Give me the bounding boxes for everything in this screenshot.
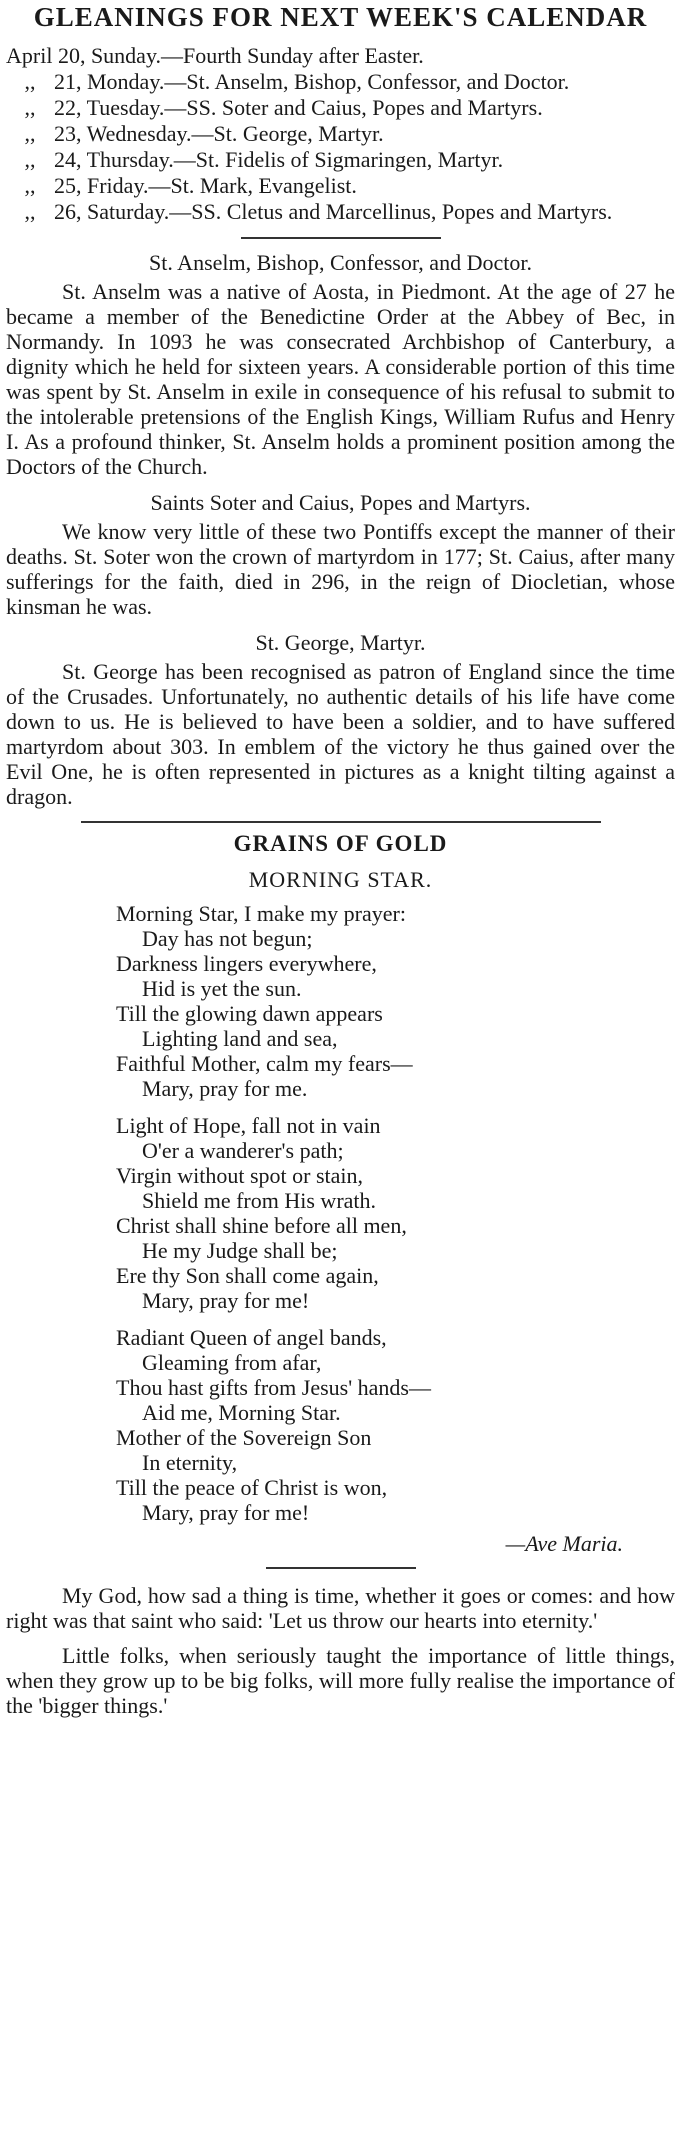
poem-line: Radiant Queen of angel bands, xyxy=(116,1325,387,1350)
ditto-mark: ,, xyxy=(24,173,36,198)
newspaper-column xyxy=(0,2,681,2147)
poem xyxy=(6,901,675,1525)
poem-line: He my Judge shall be; xyxy=(142,1238,338,1263)
ditto-mark: ,, xyxy=(24,199,36,224)
ditto-mark: ,, xyxy=(24,121,36,146)
closing-paragraph: My God, how sad a thing is time, whether it goes or comes: and how right was that saint who said: 'Let us throw our hearts into eternity.' xyxy=(6,1583,675,1633)
poem-line: Till the peace of Christ is won, xyxy=(116,1475,388,1500)
saint-title: St. Anselm, Bishop, Confessor, and Doctor. xyxy=(149,250,532,275)
ditto-mark: ,, xyxy=(24,69,36,94)
poem-line: Day has not begun; xyxy=(142,926,313,951)
saint-title: Saints Soter and Caius, Popes and Martyrs. xyxy=(150,490,531,515)
poem-title: MORNING STAR. xyxy=(248,867,433,892)
calendar-item-text: 25, Friday.—St. Mark, Evangelist. xyxy=(54,173,357,198)
poem-stanza xyxy=(116,901,675,1101)
calendar-item xyxy=(6,121,675,147)
grains-heading: GRAINS OF GOLD xyxy=(233,831,448,856)
poem-line: Gleaming from afar, xyxy=(142,1350,322,1375)
poem-line: Lighting land and sea, xyxy=(142,1026,338,1051)
poem-line: Mary, pray for me. xyxy=(142,1076,308,1101)
saint-paragraph: St. Anselm was a native of Aosta, in Piedmont. At the age of 27 he became a member of the Benedictine Order at the Abbey of Bec, in Normandy. In 1093 he was consecrated Archbishop of Canterbury, a dignity which he held for sixteen years. A considerable portion of this time was spent by St. Anselm in exile in consequence of his refusal to submit to the intolerable pretensions of the English Kings, William Rufus and Henry I. As a profound thinker, St. Anselm holds a prominent position among the Doctors of the Church. xyxy=(6,279,675,479)
calendar-item xyxy=(6,147,675,173)
calendar-heading: GLEANINGS FOR NEXT WEEK'S CALENDAR xyxy=(33,2,648,32)
calendar-item xyxy=(6,199,675,225)
ditto-mark: ,, xyxy=(24,95,36,120)
poem-stanza xyxy=(116,1113,675,1313)
poem-line: Darkness lingers everywhere, xyxy=(116,951,377,976)
calendar-item xyxy=(6,173,675,199)
calendar-item-text: 21, Monday.—St. Anselm, Bishop, Confessor, and Doctor. xyxy=(54,69,570,94)
poem-line: Light of Hope, fall not in vain xyxy=(116,1113,381,1138)
poem-line: O'er a wanderer's path; xyxy=(142,1138,344,1163)
closing-paragraph: Little folks, when seriously taught the importance of little things, when they grow up to be big folks, will more fully realise the importance of the 'bigger things.' xyxy=(6,1643,675,1718)
poem-line: Morning Star, I make my prayer: xyxy=(116,901,406,926)
poem-line: Till the glowing dawn appears xyxy=(116,1001,383,1026)
poem-line: Virgin without spot or stain, xyxy=(116,1163,363,1188)
poem-line: Shield me from His wrath. xyxy=(142,1188,377,1213)
poem-line: Aid me, Morning Star. xyxy=(142,1400,341,1425)
poem-line: Thou hast gifts from Jesus' hands— xyxy=(116,1375,431,1400)
saint-paragraph: We know very little of these two Pontiffs except the manner of their deaths. St. Soter won the crown of martyrdom in 177; St. Caius, after many sufferings for the faith, died in 296, in the reign of Diocletian, whose kinsman he was. xyxy=(6,519,675,619)
calendar-item-text: April 20, Sunday.—Fourth Sunday after Easter. xyxy=(6,43,424,68)
section-divider xyxy=(241,237,441,239)
calendar-item-text: 23, Wednesday.—St. George, Martyr. xyxy=(54,121,384,146)
calendar-item-text: 26, Saturday.—SS. Cletus and Marcellinus, Popes and Martyrs. xyxy=(54,199,613,224)
calendar-item-text: 24, Thursday.—St. Fidelis of Sigmaringen, Martyr. xyxy=(54,147,504,172)
poem-line: Christ shall shine before all men, xyxy=(116,1213,407,1238)
poem-attribution: —Ave Maria. xyxy=(505,1531,623,1556)
poem-line: Ere thy Son shall come again, xyxy=(116,1263,379,1288)
poem-line: Faithful Mother, calm my fears— xyxy=(116,1051,413,1076)
poem-line: Mother of the Sovereign Son xyxy=(116,1425,372,1450)
calendar-item-text: 22, Tuesday.—SS. Soter and Caius, Popes and Martyrs. xyxy=(54,95,543,120)
saint-paragraph: St. George has been recognised as patron of England since the time of the Crusades. Unfortunately, no authentic details of his life have come down to us. He is believed to have been a soldier, and to have suffered martyrdom about 303. In emblem of the victory he thus gained over the Evil One, he is often represented in pictures as a knight tilting against a dragon. xyxy=(6,659,675,809)
poem-line: Mary, pray for me! xyxy=(142,1288,310,1313)
poem-stanza xyxy=(116,1325,675,1525)
ditto-mark: ,, xyxy=(24,147,36,172)
poem-line: In eternity, xyxy=(142,1450,238,1475)
saint-title: St. George, Martyr. xyxy=(255,630,426,655)
poem-line: Mary, pray for me! xyxy=(142,1500,310,1525)
section-divider xyxy=(81,821,601,823)
calendar-item xyxy=(6,95,675,121)
section-divider xyxy=(266,1567,416,1569)
poem-line: Hid is yet the sun. xyxy=(142,976,302,1001)
calendar-item xyxy=(6,43,675,69)
calendar-list xyxy=(6,43,675,225)
calendar-item xyxy=(6,69,675,95)
